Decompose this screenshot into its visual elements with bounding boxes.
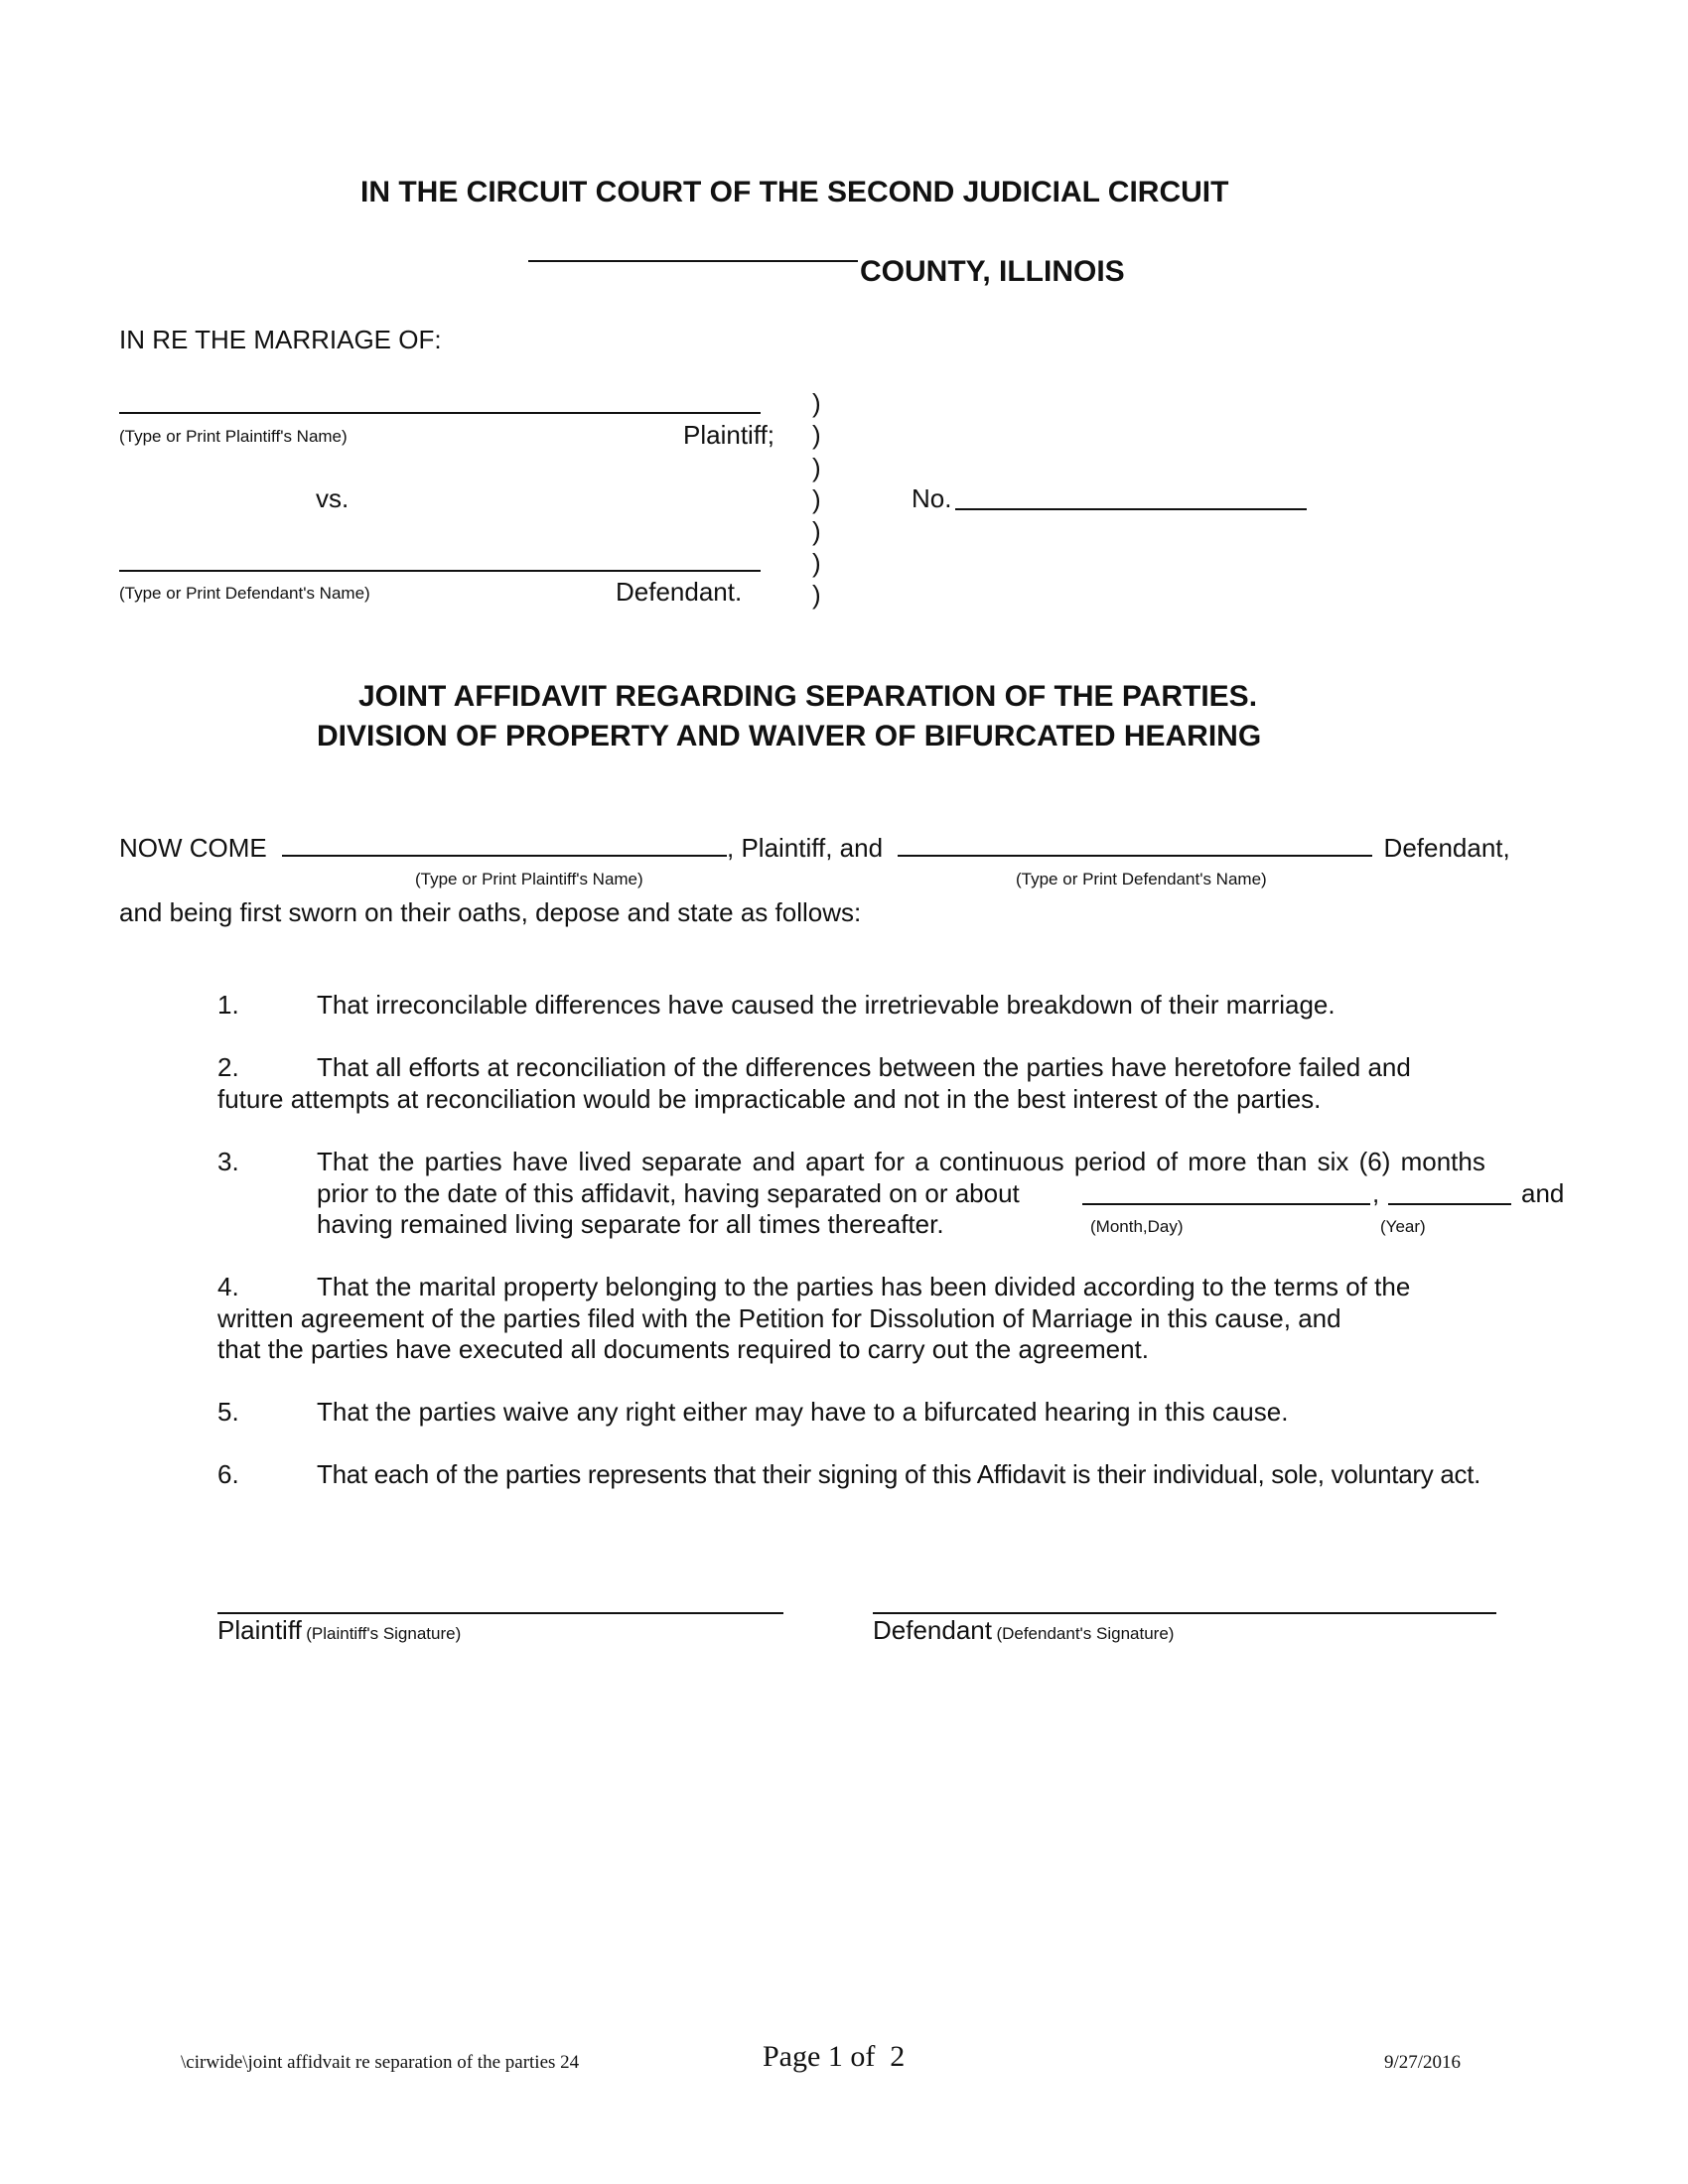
plaintiff-signature-label: Plaintiff bbox=[217, 1615, 302, 1645]
defendant-name-hint: (Type or Print Defendant's Name) bbox=[119, 584, 370, 603]
plaintiff-signature-hint: (Plaintiff's Signature) bbox=[306, 1624, 462, 1643]
county-label: COUNTY, ILLINOIS bbox=[860, 255, 1125, 288]
separation-year-line[interactable] bbox=[1388, 1203, 1511, 1205]
plaintiff-name-line[interactable] bbox=[119, 412, 761, 414]
separation-and: and bbox=[1521, 1178, 1565, 1208]
defendant-signature-label: Defendant bbox=[873, 1615, 992, 1645]
case-number-label: No. bbox=[912, 483, 952, 513]
case-number-line[interactable] bbox=[955, 508, 1307, 510]
item-number: 2. bbox=[217, 1052, 239, 1082]
plaintiff-and-label: , Plaintiff, and bbox=[727, 833, 884, 863]
footer-date: 9/27/2016 bbox=[1384, 2052, 1462, 2073]
plaintiff-label: Plaintiff; bbox=[683, 420, 775, 450]
month-day-hint: (Month,Day) bbox=[1090, 1217, 1184, 1236]
item-text: That the marital property belonging to the parties has been divided according to the terms of the bbox=[317, 1272, 1411, 1301]
caption-paren: ) bbox=[812, 388, 821, 418]
sworn-statement: and being first sworn on their oaths, depose and state as follows: bbox=[119, 897, 862, 927]
defendant-signature-hint: (Defendant's Signature) bbox=[996, 1624, 1175, 1643]
plaintiff-name-hint: (Type or Print Plaintiff's Name) bbox=[119, 427, 348, 446]
defendant-end-label: Defendant, bbox=[1383, 833, 1510, 863]
now-come-line bbox=[119, 833, 1510, 864]
page-number: Page 1 of 2 bbox=[763, 2040, 906, 2073]
defendant-signature-caption bbox=[873, 1615, 1174, 1646]
item-text: That the parties waive any right either may have to a bifurcated hearing in this cause. bbox=[317, 1397, 1289, 1427]
footer-file-path: \cirwide\joint affidvait re separation of the parties 24 bbox=[181, 2052, 580, 2073]
now-come-label: NOW COME bbox=[119, 833, 267, 863]
year-hint: (Year) bbox=[1380, 1217, 1426, 1236]
document-title-line1: JOINT AFFIDAVIT REGARDING SEPARATION OF THE PARTIES. bbox=[358, 680, 1258, 713]
item-number: 6. bbox=[217, 1459, 239, 1489]
item-text: written agreement of the parties filed with the Petition for Dissolution of Marriage in this cause, and bbox=[217, 1303, 1341, 1333]
separation-comma: , bbox=[1372, 1178, 1380, 1208]
item-text: having remained living separate for all times thereafter. bbox=[317, 1209, 944, 1239]
caption-paren: ) bbox=[812, 453, 821, 482]
item-text: that the parties have executed all documents required to carry out the agreement. bbox=[217, 1334, 1149, 1364]
defendant-signature-line[interactable] bbox=[873, 1612, 1496, 1614]
item-number: 4. bbox=[217, 1272, 239, 1301]
intro-plaintiff-hint: (Type or Print Plaintiff's Name) bbox=[415, 870, 643, 888]
item-number: 1. bbox=[217, 990, 239, 1020]
document-title-line2: DIVISION OF PROPERTY AND WAIVER OF BIFURCATED HEARING bbox=[317, 720, 1262, 752]
intro-defendant-hint: (Type or Print Defendant's Name) bbox=[1016, 870, 1267, 888]
item-text: That all efforts at reconciliation of the differences between the parties have heretofore failed and bbox=[317, 1052, 1411, 1082]
intro-plaintiff-name-line[interactable] bbox=[282, 833, 727, 857]
vs-label: vs. bbox=[316, 483, 350, 513]
item-text: That irreconcilable differences have caused the irretrievable breakdown of their marriage. bbox=[317, 990, 1336, 1020]
court-heading: IN THE CIRCUIT COURT OF THE SECOND JUDICIAL CIRCUIT bbox=[360, 176, 1229, 208]
intro-defendant-name-line[interactable] bbox=[898, 833, 1372, 857]
item-text: That the parties have lived separate and apart for a continuous period of more than six (6) months bbox=[317, 1147, 1485, 1176]
caption-paren: ) bbox=[812, 580, 821, 610]
caption-paren: ) bbox=[812, 516, 821, 546]
separation-month-day-line[interactable] bbox=[1082, 1203, 1370, 1205]
item-text: future attempts at reconciliation would be impracticable and not in the best interest of the parties. bbox=[217, 1084, 1322, 1114]
county-name-line[interactable] bbox=[528, 260, 858, 262]
plaintiff-signature-caption bbox=[217, 1615, 461, 1646]
defendant-name-line[interactable] bbox=[119, 570, 761, 572]
caption-paren: ) bbox=[812, 548, 821, 578]
caption-paren: ) bbox=[812, 420, 821, 450]
item-number: 3. bbox=[217, 1147, 239, 1176]
plaintiff-signature-line[interactable] bbox=[217, 1612, 783, 1614]
item-number: 5. bbox=[217, 1397, 239, 1427]
in-re-marriage-label: IN RE THE MARRIAGE OF: bbox=[119, 325, 442, 354]
defendant-label: Defendant. bbox=[616, 577, 743, 607]
caption-paren: ) bbox=[812, 484, 821, 514]
item-text: prior to the date of this affidavit, having separated on or about bbox=[317, 1178, 1020, 1208]
item-text: That each of the parties represents that their signing of this Affidavit is their individual, sole, voluntary act. bbox=[317, 1459, 1481, 1489]
